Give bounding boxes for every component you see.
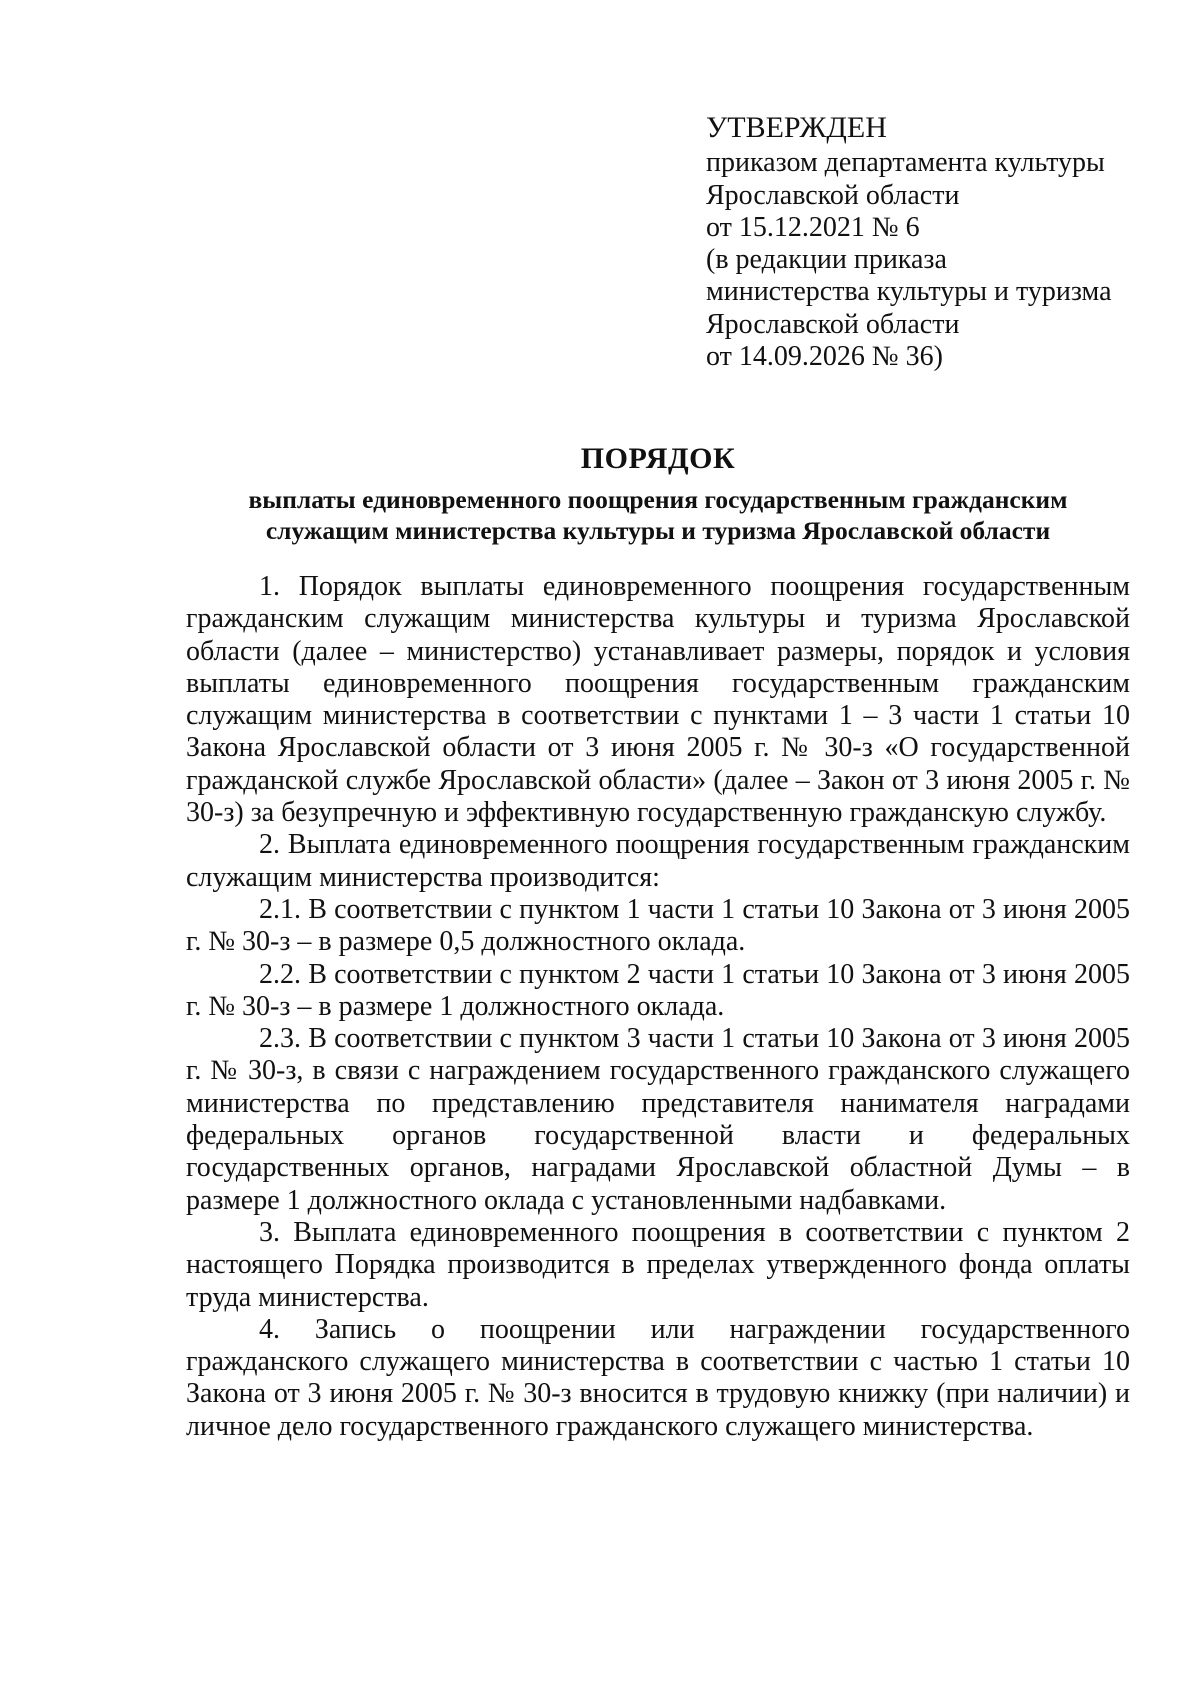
approval-line: от 14.09.2026 № 36) (706, 341, 943, 373)
approval-line: Ярославской области (706, 308, 960, 340)
approval-heading: УТВЕРЖДЕН (706, 111, 887, 144)
paragraph-1: 1. Порядок выплаты единовременного поощрения государственным гражданским служащим министерства культуры и туризма Ярославской области (далее – министерство) устанавливает размеры, порядок и условия выплаты единовременного поощрения государственным гражданским служащим министерства в соответствии с пунктами 1 – 3 части 1 статьи 10 Закона Ярославской области от 3 июня 2005 г. № 30-з «О государственной гражданской службе Ярославской области» (далее – Закон от 3 июня 2005 г. № 30-з) за безупречную и эффективную государственную гражданскую службу. (186, 571, 1130, 829)
approval-stamp-block (706, 112, 1176, 373)
approval-line: Ярославской области (706, 179, 960, 211)
paragraph-3: 3. Выплата единовременного поощрения в соответствии с пунктом 2 настоящего Порядка производится в пределах утвержденного фонда оплаты труда министерства. (186, 1216, 1130, 1313)
approval-line: (в редакции приказа (706, 244, 947, 276)
approval-line: приказом департамента культуры (706, 147, 1105, 179)
approval-line: от 15.12.2021 № 6 (706, 211, 920, 243)
subtitle-line: служащим министерства культуры и туризма Ярославской области (265, 516, 1051, 545)
document-title-block (150, 442, 1166, 546)
paragraph-2-3: 2.3. В соответствии с пунктом 3 части 1 статьи 10 Закона от 3 июня 2005 г. № 30-з, в связи с награждением государственного гражданского служащего министерства по представлению представителя нанимателя наградами федеральных органов государственной власти и федеральных государственных органов, наградами Ярославской областной Думы – в размере 1 должностного оклада с установленными надбавками. (186, 1023, 1130, 1216)
document-subtitle (150, 484, 1166, 546)
document-title: ПОРЯДОК (580, 442, 736, 475)
approval-line: министерства культуры и туризма (706, 276, 1112, 308)
paragraph-2-1: 2.1. В соответствии с пунктом 1 части 1 статьи 10 Закона от 3 июня 2005 г. № 30-з – в размере 0,5 должностного оклада. (186, 893, 1130, 958)
paragraph-2-2: 2.2. В соответствии с пунктом 2 части 1 статьи 10 Закона от 3 июня 2005 г. № 30-з – в размере 1 должностного оклада. (186, 958, 1130, 1022)
paragraph-2: 2. Выплата единовременного поощрения государственным гражданским служащим министерства производится: (186, 829, 1130, 893)
paragraph-4: 4. Запись о поощрении или награждении государственного гражданского служащего министерства в соответствии с частью 1 статьи 10 Закона от 3 июня 2005 г. № 30-з вносится в трудовую книжку (при наличии) и личное дело государственного гражданского служащего министерства. (186, 1313, 1130, 1442)
document-body (186, 571, 1130, 1443)
subtitle-line: выплаты единовременного поощрения государственным гражданским (248, 485, 1068, 514)
